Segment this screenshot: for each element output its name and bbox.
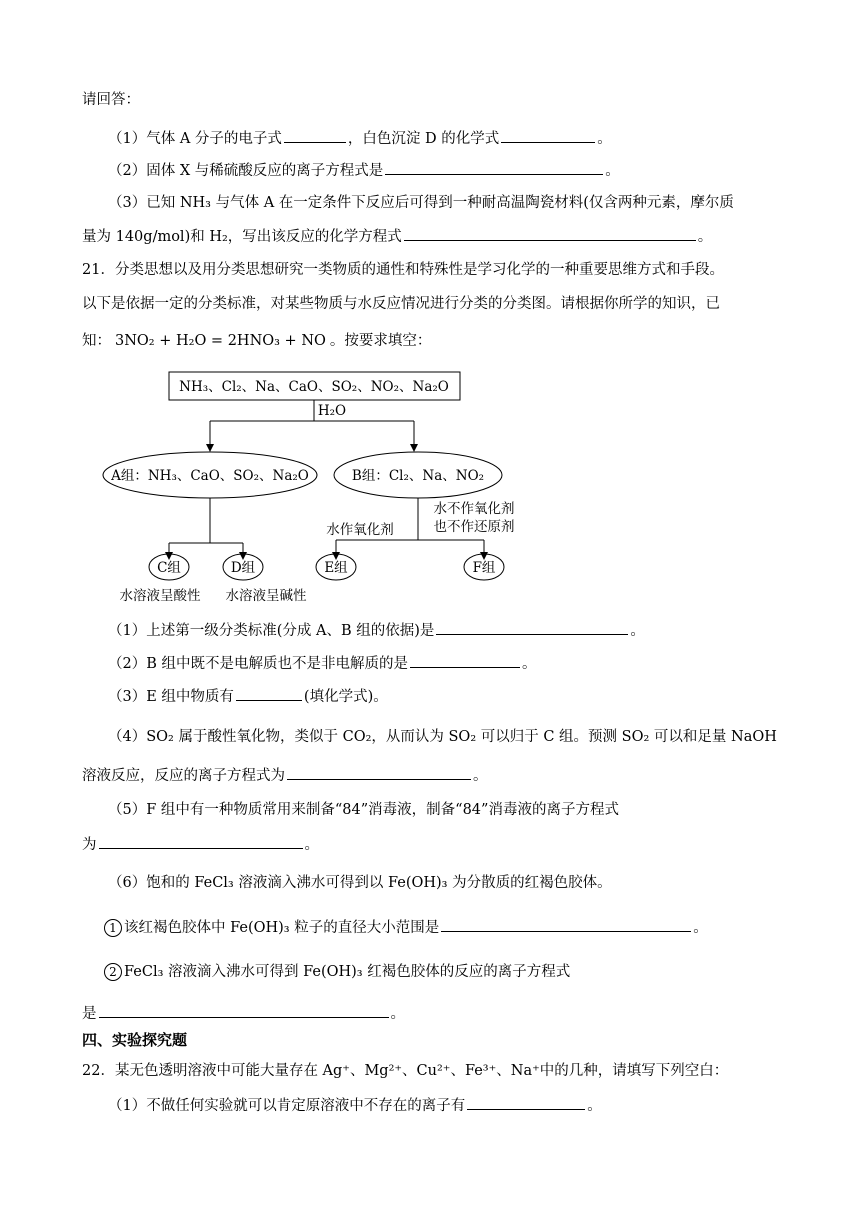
q20-part3-line2 — [82, 226, 712, 247]
q21-part4-text: ，从而认为 — [371, 729, 449, 745]
answer-blank[interactable] — [404, 226, 696, 241]
top-box-label: NH₃、Cl₂、Na、CaO、SO₂、NO₂、Na₂O — [179, 379, 449, 395]
answer-blank[interactable] — [467, 1095, 585, 1110]
q21-part2-text-b: 。 — [522, 656, 537, 672]
answer-blank[interactable] — [99, 834, 303, 849]
q21-stem-text: 知： — [82, 333, 111, 349]
q21-part6-num: （6）饱和的 — [108, 875, 195, 891]
q21-part6-text: 溶液滴入沸水可得到以 — [233, 875, 388, 891]
q20-part3-line1: （3）已知 NH₃ 与气体 A 在一定条件下反应后可得到一种耐高温陶瓷材料(仅含两种元素，摩尔质 — [108, 195, 734, 211]
answer-blank[interactable] — [284, 128, 346, 143]
q21-part3-text-a: （3）E 组中物质有 — [108, 689, 234, 705]
q21-part4-text-c: 。 — [473, 768, 488, 784]
section-heading: 四、实验探究题 — [82, 1031, 188, 1049]
reaction-equation: 3NO₂ + H₂O = 2HNO₃ + NO — [115, 333, 326, 349]
answer-blank[interactable] — [501, 128, 595, 143]
classification-diagram — [100, 365, 740, 610]
q21-part6-sub1-text: 该红褐色胶体中 Fe(OH)₃ 粒子的直径大小范围是 — [124, 920, 440, 936]
q21-part4-text: 属于酸性氧化物，类似于 — [173, 729, 343, 745]
answer-blank[interactable] — [385, 160, 603, 175]
formula-feoh3: Fe(OH)₃ — [387, 875, 448, 891]
q21-stem-line3 — [82, 331, 431, 351]
q20-part1-text-b: ，白色沉淀 D 的化学式 — [347, 131, 500, 147]
water-neither-label-2: 也不作还原剂 — [433, 519, 515, 535]
formula-so2: SO₂ — [621, 729, 650, 745]
q21-part6-text: 为分散质的红褐色胶体。 — [447, 875, 612, 891]
q21-part6-sub2-text-c: 。 — [390, 1006, 405, 1022]
basic-label: 水溶液呈碱性 — [225, 588, 307, 604]
answer-blank[interactable] — [441, 917, 691, 932]
group-b-label: B组：Cl₂、Na、NO₂ — [351, 468, 485, 484]
group-a-label: A组：NH₃、CaO、SO₂、Na₂O — [111, 468, 309, 484]
q22-part1-text-a: （1）不做任何实验就可以肯定原溶液中不存在的离子有 — [108, 1098, 466, 1114]
q21-part2 — [108, 653, 537, 674]
q21-stem-line2: 以下是依据一定的分类标准，对某些物质与水反应情况进行分类的分类图。请根据你所学的知识，已 — [82, 296, 720, 312]
q21-part6-sub2-text: FeCl₃ 溶液滴入沸水可得到 Fe(OH)₃ 红褐色胶体的反应的离子方程式 — [124, 964, 571, 980]
q21-part5-line1: （5）F 组中有一种物质常用来制备“84”消毒液，制备“84”消毒液的离子方程式 — [108, 802, 619, 818]
q21-part6-sub2-line1 — [104, 962, 570, 982]
acidic-label: 水溶液呈酸性 — [119, 588, 201, 604]
group-e-label: E组 — [324, 560, 348, 576]
group-c-label: C组 — [157, 560, 181, 576]
q21-part4-line1 — [108, 727, 777, 747]
q21-stem-tail: 。按要求填空： — [329, 333, 432, 349]
q21-part5-text-c: 。 — [304, 837, 319, 853]
q21-part4-text: 可以和足量 NaOH — [649, 729, 777, 745]
answer-blank[interactable] — [436, 620, 628, 635]
q21-part6-sub1 — [104, 917, 708, 938]
q21-part6-sub2-line2 — [82, 1003, 405, 1024]
q21-part3-text-b: (填化学式)。 — [303, 689, 388, 705]
q21-part2-text-a: （2）B 组中既不是电解质也不是非电解质的是 — [108, 656, 408, 672]
formula-so2: SO₂ — [146, 729, 174, 745]
answer-blank[interactable] — [287, 765, 471, 780]
q21-part5-line2 — [82, 834, 319, 855]
q21-part4-line2 — [82, 765, 488, 786]
q21-part4-text-b: 溶液反应，反应的离子方程式为 — [82, 768, 285, 784]
q21-part1-text-b: 。 — [630, 623, 645, 639]
q21-part1 — [108, 620, 645, 641]
q20-part2 — [108, 160, 620, 181]
q21-part6-sub1-tail: 。 — [693, 920, 708, 936]
q21-stem-line1: 21．分类思想以及用分类思想研究一类物质的通性和特殊性是学习化学的一种重要思维方式和手段。 — [82, 262, 724, 278]
group-d-label: D组 — [230, 560, 256, 576]
q20-part3-text-c: 。 — [697, 229, 713, 245]
q20-part1-text-c: 。 — [597, 131, 612, 147]
q20-part3-text-b: 量为 140g/mol)和 H₂，写出该反应的化学方程式 — [82, 229, 402, 245]
q21-part5-text-b: 为 — [82, 837, 97, 853]
q20-part1-text-a: （1）气体 A 分子的电子式 — [108, 131, 282, 147]
answer-blank[interactable] — [236, 686, 302, 701]
q20-part2-text-b: 。 — [605, 163, 620, 179]
q22-stem: 22．某无色透明溶液中可能大量存在 Ag⁺、Mg²⁺、Cu²⁺、Fe³⁺、Na⁺中的几种，请填写下列空白： — [82, 1063, 729, 1079]
answer-blank[interactable] — [99, 1003, 389, 1018]
water-neither-label-1: 水不作氧化剂 — [433, 501, 515, 517]
intro-text: 请回答： — [82, 92, 140, 108]
q20-part1 — [108, 128, 612, 149]
formula-fecl3: FeCl₃ — [194, 875, 234, 891]
q20-part2-text-a: （2）固体 X 与稀硫酸反应的离子方程式是 — [108, 163, 384, 179]
water-oxidant-label: 水作氧化剂 — [326, 522, 394, 538]
q21-part6-sub2-text-b: 是 — [82, 1006, 97, 1022]
q22-part1 — [108, 1095, 602, 1116]
formula-so2: SO₂ — [448, 729, 477, 745]
circled-number-icon: 1 — [104, 919, 122, 937]
answer-blank[interactable] — [410, 653, 520, 668]
group-f-label: F组 — [472, 560, 496, 576]
formula-co2: CO₂ — [342, 729, 372, 745]
water-label: H₂O — [317, 403, 347, 419]
circled-number-icon: 2 — [104, 963, 122, 981]
q22-part1-text-b: 。 — [587, 1098, 602, 1114]
q21-part1-text-a: （1）上述第一级分类标准(分成 A、B 组的依据)是 — [108, 623, 435, 639]
q21-part6 — [108, 873, 612, 893]
q21-part4-text: 可以归于 C 组。预测 — [476, 729, 622, 745]
q21-part3 — [108, 686, 388, 707]
q21-part4-num: （4） — [108, 729, 147, 745]
